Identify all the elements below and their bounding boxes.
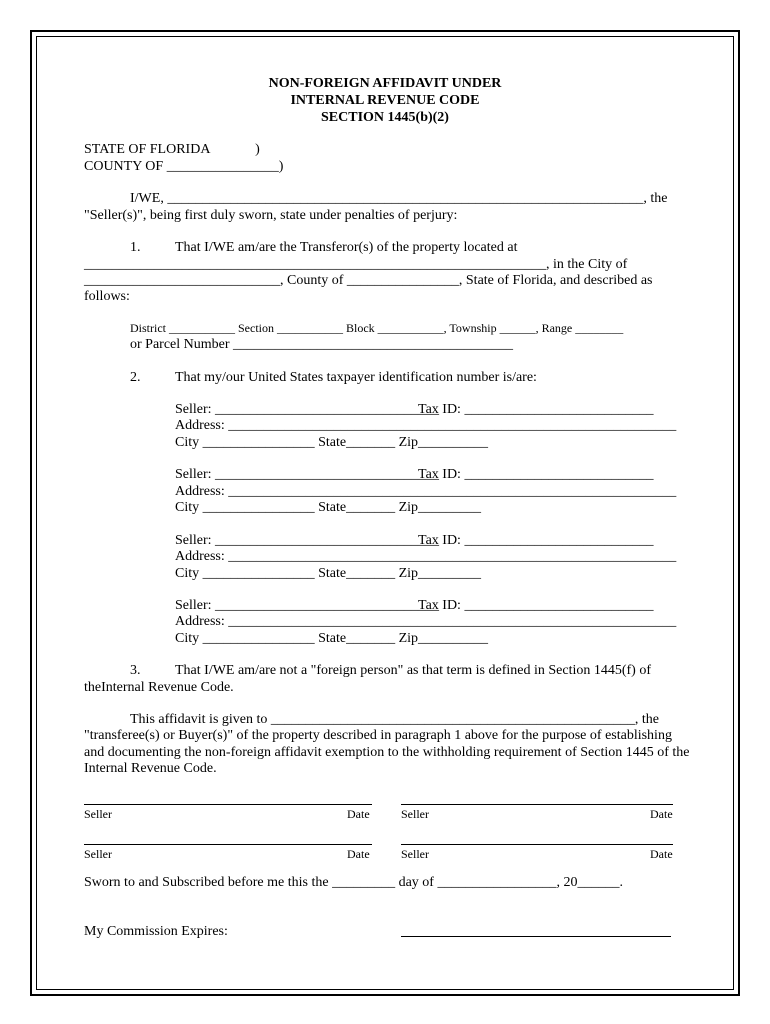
intro-text: "Seller(s)", being first duly sworn, state under penalties of perjury:: [84, 208, 458, 223]
affidavit-text-line-3: and documenting the non-foreign affidavit exemption to the withholding requirement of Section 1445 of the: [84, 745, 690, 760]
paragraph-1-follows: follows:: [84, 289, 130, 304]
seller-3-city-field[interactable]: City ________________ State_______ Zip_________: [175, 566, 482, 581]
seller-1-address-field[interactable]: Address: ________________________________________________________________: [175, 418, 677, 433]
paragraph-3-text-cont: theInternal Revenue Code.: [84, 680, 234, 695]
seller-4-taxid-field[interactable]: Tax ID: ___________________________: [418, 598, 654, 613]
date-label: Date: [347, 807, 370, 821]
seller-signature-line[interactable]: [401, 804, 673, 805]
seller-1-taxid-field[interactable]: Tax ID: ___________________________: [418, 402, 654, 417]
seller-names-field[interactable]: I/WE, ____________________________________________________________________, the: [130, 191, 668, 206]
seller-signature-line[interactable]: [84, 804, 372, 805]
seller-signature-label: Seller: [84, 807, 112, 821]
property-address-field[interactable]: __________________________________________________________________, in the City of: [84, 257, 628, 272]
document-title-line-2: INTERNAL REVENUE CODE: [290, 93, 480, 108]
document-title-line-3: SECTION 1445(b)(2): [321, 110, 449, 125]
commission-expires-label: My Commission Expires:: [84, 924, 228, 939]
paragraph-1-text: That I/WE am/are the Transferor(s) of the property located at: [175, 240, 518, 255]
seller-3-name-field[interactable]: Seller: ________________________________: [175, 533, 440, 548]
seller-2-taxid-field[interactable]: Tax ID: ___________________________: [418, 467, 654, 482]
paragraph-2-text: That my/our United States taxpayer identification number is/are:: [175, 370, 537, 385]
document-title-line-1: NON-FOREIGN AFFIDAVIT UNDER: [268, 76, 502, 91]
seller-signature-label: Seller: [401, 847, 429, 861]
date-label: Date: [650, 847, 673, 861]
affidavit-text-line-4: Internal Revenue Code.: [84, 761, 217, 776]
seller-4-name-field[interactable]: Seller: ________________________________: [175, 598, 440, 613]
seller-signature-line[interactable]: [401, 844, 673, 845]
seller-4-address-field[interactable]: Address: ________________________________________________________________: [175, 614, 677, 629]
seller-1-city-field[interactable]: City ________________ State_______ Zip__________: [175, 435, 489, 450]
venue-county-field[interactable]: COUNTY OF ________________): [84, 159, 284, 174]
buyer-name-field[interactable]: This affidavit is given to ____________________________________________________, the: [130, 712, 659, 727]
seller-3-address-field[interactable]: Address: ________________________________________________________________: [175, 549, 677, 564]
affidavit-text-line-2: "transferee(s) or Buyer(s)" of the property described in paragraph 1 above for the purpose of establishing: [84, 728, 672, 743]
paragraph-3-text: That I/WE am/are not a "foreign person" as that term is defined in Section 1445(f) of: [175, 663, 651, 678]
legal-description-field[interactable]: District ___________ Section ___________ Block ___________, Township ______, Range ________: [130, 321, 624, 335]
seller-signature-label: Seller: [401, 807, 429, 821]
paragraph-2-number: 2.: [130, 370, 141, 385]
seller-2-address-field[interactable]: Address: ________________________________________________________________: [175, 484, 677, 499]
seller-signature-label: Seller: [84, 847, 112, 861]
paragraph-3-number: 3.: [130, 663, 141, 678]
notary-signature-line[interactable]: [401, 936, 671, 937]
property-city-county-field[interactable]: ____________________________, County of ________________, State of Florida, and described as: [84, 273, 653, 288]
seller-4-city-field[interactable]: City ________________ State_______ Zip__________: [175, 631, 489, 646]
paragraph-1-number: 1.: [130, 240, 141, 255]
parcel-number-field[interactable]: or Parcel Number ________________________________________: [130, 337, 514, 352]
date-label: Date: [650, 807, 673, 821]
seller-1-name-field[interactable]: Seller: ________________________________: [175, 402, 440, 417]
date-label: Date: [347, 847, 370, 861]
venue-state: STATE OF FLORIDA ): [84, 142, 260, 157]
notary-sworn-date-field[interactable]: Sworn to and Subscribed before me this the _________ day of _________________, 20______.: [84, 875, 623, 890]
seller-3-taxid-field[interactable]: Tax ID: ___________________________: [418, 533, 654, 548]
seller-2-city-field[interactable]: City ________________ State_______ Zip_________: [175, 500, 482, 515]
seller-signature-line[interactable]: [84, 844, 372, 845]
seller-2-name-field[interactable]: Seller: ________________________________: [175, 467, 440, 482]
